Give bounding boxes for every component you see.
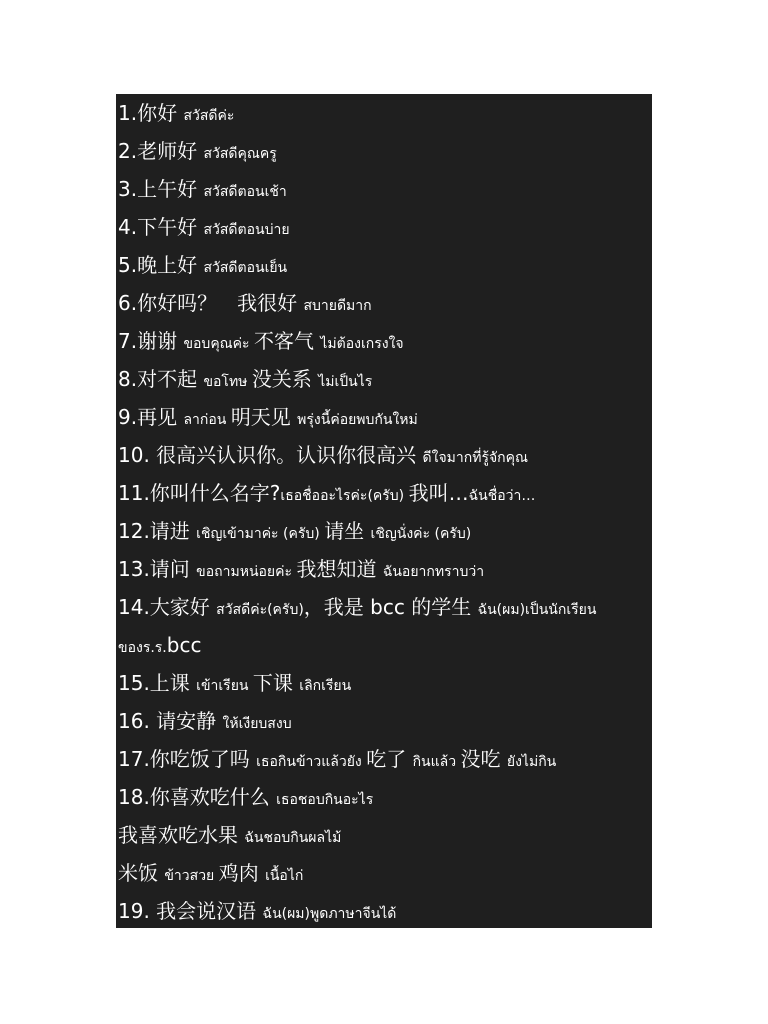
chinese-text: 1.你好 (118, 101, 184, 125)
thai-text: ฉันอยากทราบว่า (382, 564, 485, 580)
phrase-list-panel (116, 94, 652, 928)
phrase-line (118, 208, 652, 246)
thai-text: ให้เงียบสงบ (222, 716, 292, 732)
thai-text: ข้าวสวย (164, 868, 219, 884)
phrase-line (118, 360, 652, 398)
thai-text: เธอชื่ออะไรค่ะ(ครับ) (280, 488, 409, 504)
chinese-text: 5.晚上好 (118, 253, 204, 277)
chinese-text: 我喜欢吃水果 (118, 823, 245, 847)
phrase-line (118, 284, 652, 322)
thai-text: เธอกินข้าวแล้วยัง (256, 754, 367, 770)
phrase-line (118, 474, 652, 512)
chinese-text: 我想知道 (296, 557, 383, 581)
thai-text: ฉัน(ผม)พูดภาษาจีนได้ (262, 906, 397, 922)
chinese-text: 不客气 (254, 329, 321, 353)
chinese-text: 6.你好吗？ 我很好 (118, 291, 304, 315)
chinese-text: 15.上课 (118, 671, 197, 695)
phrase-line (118, 778, 652, 816)
chinese-text: 9.再见 (118, 405, 184, 429)
chinese-text: 8.对不起 (118, 367, 204, 391)
chinese-text: ，我是 bcc 的学生 (303, 595, 478, 619)
chinese-text: 鸡肉 (218, 861, 266, 885)
chinese-text: 16. 请安静 (118, 709, 223, 733)
chinese-text: 14.大家好 (118, 595, 217, 619)
chinese-text: 12.请进 (118, 519, 197, 543)
phrase-line (118, 626, 652, 664)
chinese-text: 2.老师好 (118, 139, 204, 163)
phrase-line (118, 398, 652, 436)
thai-text: เลิกเรียน (299, 678, 352, 694)
chinese-text: 11.你叫什么名字? (118, 481, 281, 505)
phrase-line (118, 854, 652, 892)
chinese-text: 13.请问 (118, 557, 197, 581)
thai-text: กินแล้ว (412, 754, 461, 770)
chinese-text: 18.你喜欢吃什么 (118, 785, 277, 809)
chinese-text: bcc (166, 633, 202, 657)
phrase-line (118, 550, 652, 588)
thai-text: พรุ่งนี้ค่อยพบกันใหม่ (297, 412, 418, 428)
phrase-line (118, 588, 652, 626)
phrase-line (118, 664, 652, 702)
chinese-text: 17.你吃饭了吗 (118, 747, 257, 771)
chinese-text: 明天见 (230, 405, 298, 429)
thai-text: เชิญเข้ามาค่ะ (ครับ) (196, 526, 325, 542)
thai-text: สวัสดีตอนเช้า (203, 184, 287, 200)
thai-text: สวัสดีค่ะ(ครับ) (216, 602, 304, 618)
phrase-line (118, 740, 652, 778)
thai-text: เชิญนั่งค่ะ (ครับ) (370, 526, 472, 542)
phrase-line (118, 892, 652, 930)
thai-text: สวัสดีคุณครู (203, 146, 277, 162)
phrase-line (118, 170, 652, 208)
chinese-text: 米饭 (118, 861, 165, 885)
thai-text: สบายดีมาก (303, 298, 372, 314)
thai-text: ขอถามหน่อยค่ะ (196, 564, 297, 580)
phrase-line (118, 512, 652, 550)
thai-text: ไม่เป็นไร (318, 374, 373, 390)
chinese-text: 没吃 (460, 747, 507, 771)
chinese-text: 19. 我会说汉语 (118, 899, 263, 923)
thai-text: ฉันชื่อว่า… (468, 488, 536, 504)
phrase-line (118, 816, 652, 854)
thai-text: ยังไม่กิน (506, 754, 557, 770)
chinese-text: 3.上午好 (118, 177, 204, 201)
thai-text: ฉันชอบกินผลไม้ (244, 830, 342, 846)
chinese-text: 下课 (252, 671, 300, 695)
thai-text: ฉัน(ผม)เป็นนักเรียน (477, 602, 597, 618)
thai-text: สวัสดีตอนเย็น (203, 260, 288, 276)
thai-text: ของร.ร. (118, 640, 167, 656)
chinese-text: 10. 很高兴认识你。认识你很高兴 (118, 443, 423, 467)
phrase-line (118, 436, 652, 474)
chinese-text: 请坐 (324, 519, 371, 543)
phrase-line (118, 94, 652, 132)
phrase-line (118, 132, 652, 170)
thai-text: เข้าเรียน (196, 678, 253, 694)
thai-text: สวัสดีค่ะ (183, 108, 235, 124)
thai-text: ดีใจมากที่รู้จักคุณ (422, 450, 529, 466)
thai-text: สวัสดีตอนบ่าย (203, 222, 290, 238)
thai-text: เธอชอบกินอะไร (276, 792, 374, 808)
phrase-line (118, 322, 652, 360)
thai-text: ขอบคุณค่ะ (183, 336, 255, 352)
chinese-text: 4.下午好 (118, 215, 204, 239)
thai-text: เนื้อไก่ (265, 868, 304, 884)
chinese-text: 没关系 (251, 367, 319, 391)
thai-text: ไม่ต้องเกรงใจ (320, 336, 404, 352)
chinese-text: 7.谢谢 (118, 329, 184, 353)
chinese-text: 我叫… (408, 481, 469, 505)
phrase-line (118, 702, 652, 740)
chinese-text: 吃了 (366, 747, 413, 771)
phrase-line (118, 246, 652, 284)
thai-text: ขอโทษ (203, 374, 252, 390)
thai-text: ลาก่อน (183, 412, 231, 428)
